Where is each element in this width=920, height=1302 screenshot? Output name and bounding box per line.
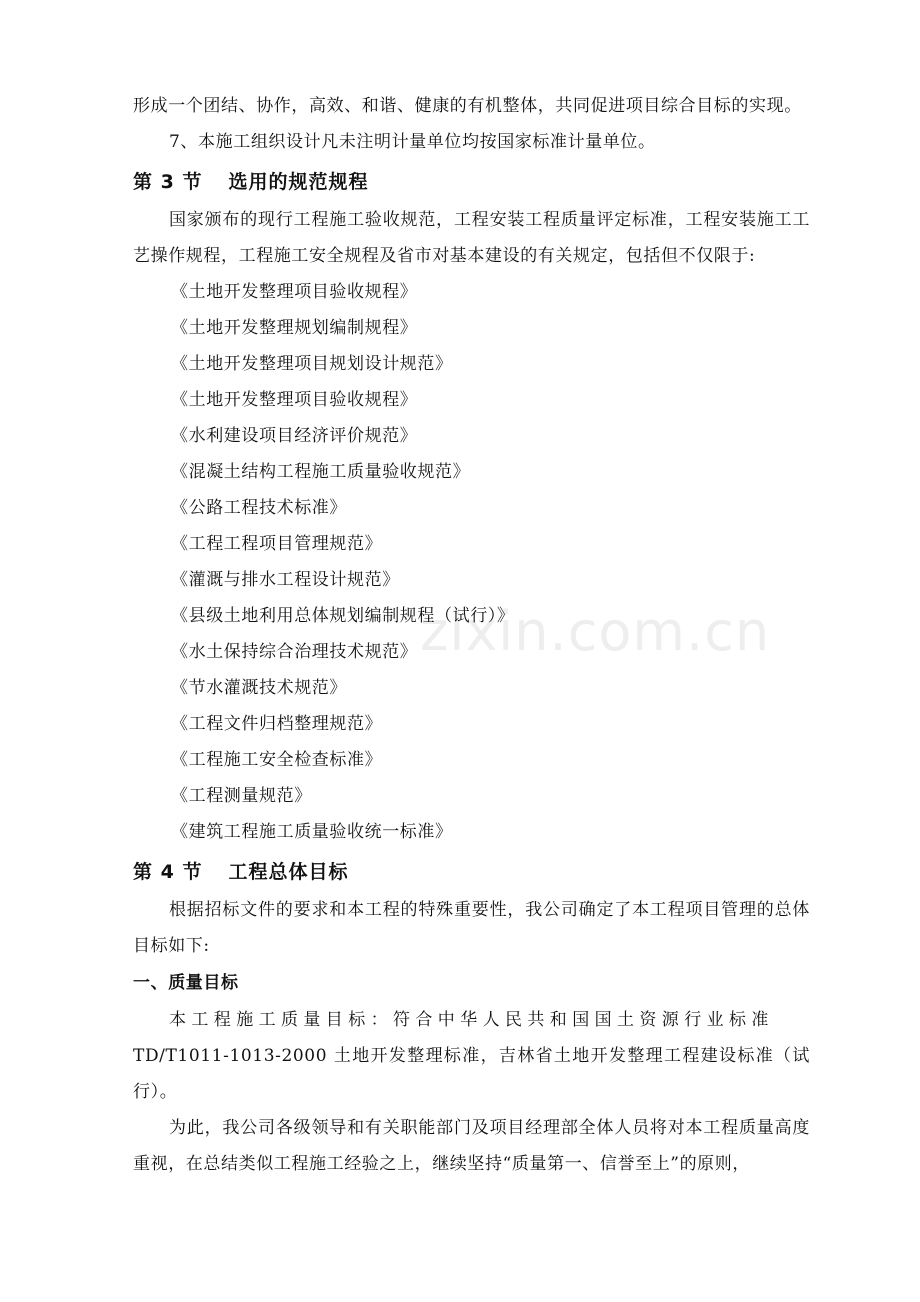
standards-list	[133, 274, 810, 850]
standard-item: 《工程测量规范》	[171, 786, 312, 806]
intro-line-1: 形成一个团结、协作，高效、和谐、健康的有机整体，共同促进项目综合目标的实现。	[133, 96, 802, 116]
standard-item: 《水土保持综合治理技术规范》	[171, 642, 418, 662]
closing-paragraph: 为此，我公司各级领导和有关职能部门及项目经理部全体人员将对本工程质量高度重视，在总结类似工程施工经验之上，继续坚持“质量第一、信誉至上”的原则，	[133, 1118, 810, 1174]
quality-target-line-2: TD/T1011-1013-2000 土地开发整理标准，吉林省土地开发整理工程建设标准（试行）。	[133, 1046, 810, 1102]
standard-item: 《节水灌溉技术规范》	[171, 678, 347, 698]
standard-item: 《工程文件归档整理规范》	[171, 714, 383, 734]
standard-item: 《混凝土结构工程施工质量验收规范》	[171, 462, 471, 482]
section-4-title: 工程总体目标	[228, 861, 349, 883]
standard-item: 《县级土地利用总体规划编制规程（试行）》	[171, 606, 515, 626]
standard-item: 《土地开发整理项目验收规程》	[171, 282, 418, 302]
section-4-heading	[133, 852, 810, 892]
standard-item: 《灌溉与排水工程设计规范》	[171, 570, 400, 590]
section-3-heading	[133, 162, 810, 202]
quality-target-line-1: 本工程施工质量目标：符合中华人民共和国国土资源行业标准	[169, 1010, 774, 1030]
standard-item: 《土地开发整理项目规划设计规范》	[171, 354, 453, 374]
watermark: zixin.com.cn	[420, 600, 771, 663]
section-4-number: 第 4 节	[133, 861, 203, 883]
section-3-paragraph: 国家颁布的现行工程施工验收规范，工程安装工程质量评定标准，工程安装施工工艺操作规程，工程施工安全规程及省市对基本建设的有关规定，包括但不仅限于:	[133, 210, 810, 266]
standard-item: 《工程工程项目管理规范》	[171, 534, 383, 554]
document-page	[133, 88, 810, 1182]
section-4-paragraph: 根据招标文件的要求和本工程的特殊重要性，我公司确定了本工程项目管理的总体目标如下:	[133, 900, 810, 956]
section-3-number: 第 3 节	[133, 171, 203, 193]
standard-item: 《土地开发整理项目验收规程》	[171, 390, 418, 410]
section-3-title: 选用的规范规程	[228, 171, 369, 193]
standard-item: 《建筑工程施工质量验收统一标准》	[171, 822, 453, 842]
quality-target-heading: 一、质量目标	[133, 973, 239, 993]
intro-line-2: 7、本施工组织设计凡未注明计量单位均按国家标准计量单位。	[169, 132, 656, 152]
standard-item: 《水利建设项目经济评价规范》	[171, 426, 418, 446]
standard-item: 《公路工程技术标准》	[171, 498, 347, 518]
standard-item: 《工程施工安全检查标准》	[171, 750, 383, 770]
standard-item: 《土地开发整理规划编制规程》	[171, 318, 418, 338]
